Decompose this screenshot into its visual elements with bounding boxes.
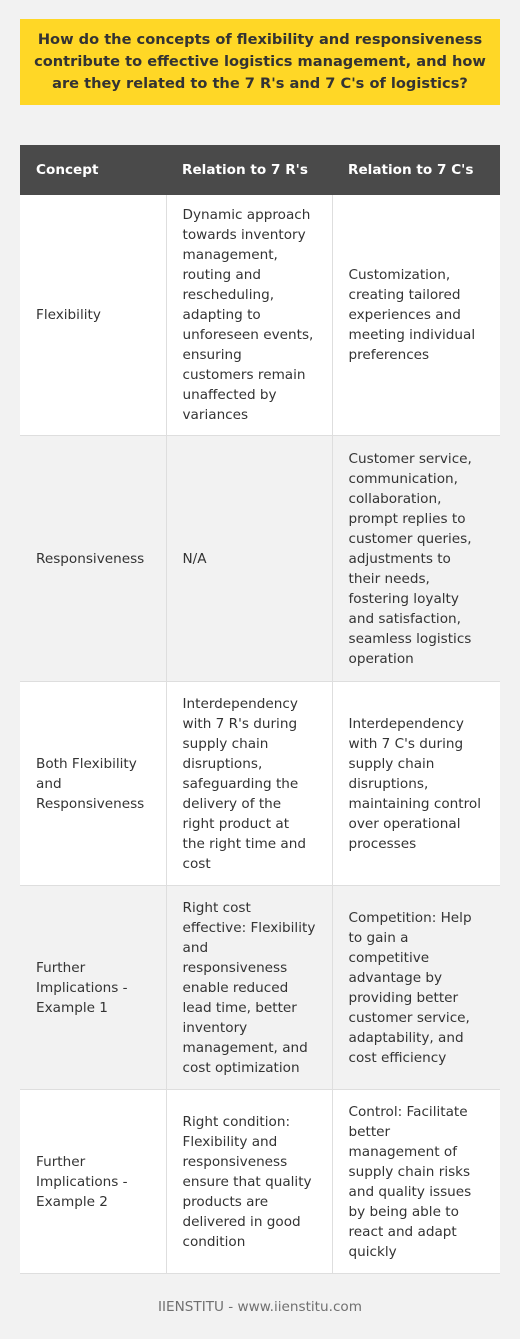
table-row	[20, 886, 500, 1090]
cell-7rs: Dynamic approach towards inventory management, routing and rescheduling, adapting to unforeseen events, ensuring customers remain unaffected by variances	[166, 195, 332, 436]
cell-concept: Flexibility	[20, 195, 166, 436]
question-banner	[20, 19, 500, 105]
cell-concept: Further Implications - Example 1	[20, 886, 166, 1090]
cell-7rs: Interdependency with 7 R's during supply chain disruptions, safeguarding the delivery of the right product at the right time and cost	[166, 682, 332, 886]
header-concept: Concept	[20, 145, 166, 195]
cell-7rs: Right condition: Flexibility and responsiveness ensure that quality products are delivered in good condition	[166, 1090, 332, 1274]
header-7rs: Relation to 7 R's	[166, 145, 332, 195]
cell-7cs: Control: Facilitate better management of supply chain risks and quality issues by being able to react and adapt quickly	[332, 1090, 500, 1274]
table-row	[20, 195, 500, 436]
cell-7cs: Customization, creating tailored experiences and meeting individual preferences	[332, 195, 500, 436]
header-7cs: Relation to 7 C's	[332, 145, 500, 195]
table-row	[20, 436, 500, 682]
footer-credit: IIENSTITU - www.iienstitu.com	[158, 1299, 362, 1315]
table-row	[20, 1090, 500, 1274]
cell-7cs: Customer service, communication, collaboration, prompt replies to customer queries, adjustments to their needs, fostering loyalty and satisfaction, seamless logistics operation	[332, 436, 500, 682]
cell-7rs: Right cost effective: Flexibility and responsiveness enable reduced lead time, better inventory management, and cost optimization	[166, 886, 332, 1090]
cell-7cs: Competition: Help to gain a competitive advantage by providing better customer service, adaptability, and cost efficiency	[332, 886, 500, 1090]
cell-concept: Both Flexibility and Responsiveness	[20, 682, 166, 886]
cell-7cs: Interdependency with 7 C's during supply chain disruptions, maintaining control over operational processes	[332, 682, 500, 886]
cell-7rs: N/A	[166, 436, 332, 682]
question-text: How do the concepts of flexibility and responsiveness contribute to effective logistics management, and how are they related to the 7 R's and 7 C's of logistics?	[34, 31, 486, 92]
cell-concept: Responsiveness	[20, 436, 166, 682]
comparison-table	[20, 145, 500, 1274]
table-header-row	[20, 145, 500, 195]
table-row	[20, 682, 500, 886]
cell-concept: Further Implications - Example 2	[20, 1090, 166, 1274]
